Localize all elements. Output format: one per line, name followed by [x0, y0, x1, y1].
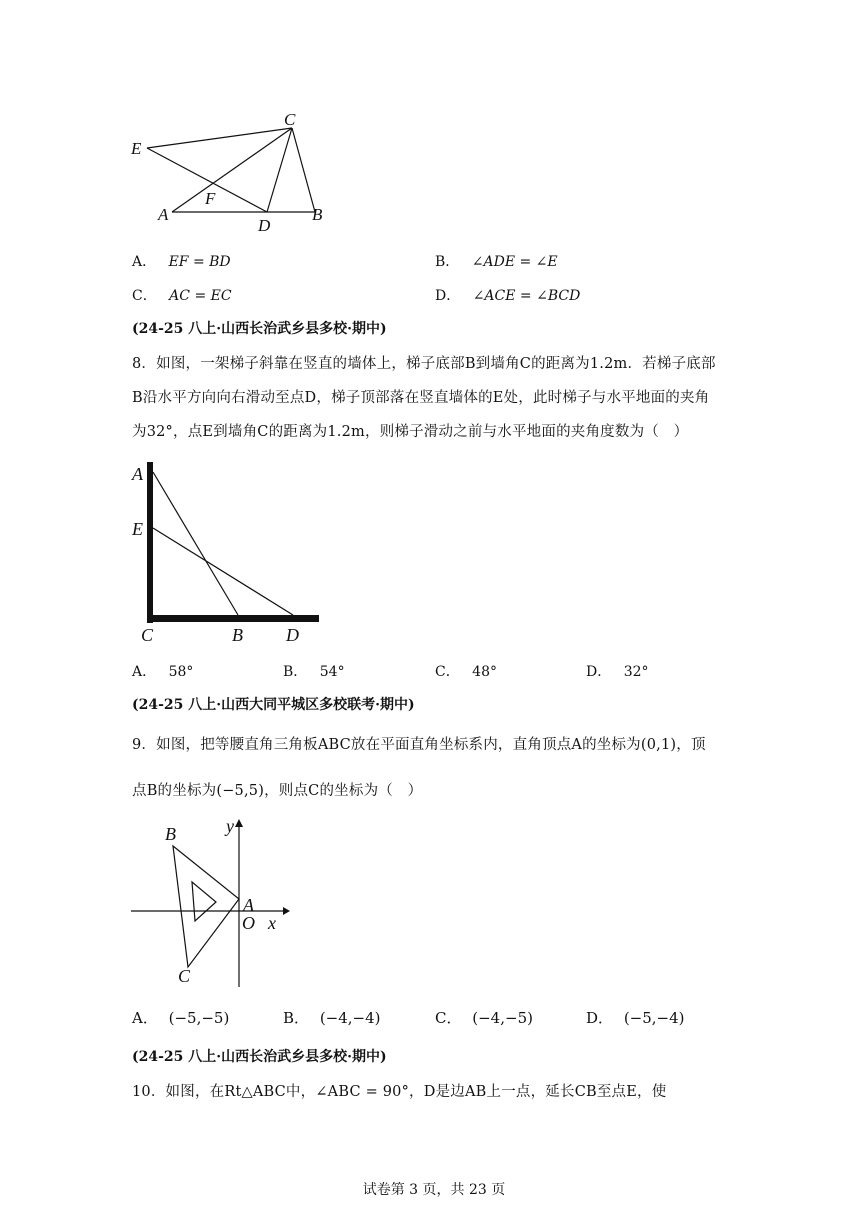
q8-option-d-letter: D． — [586, 664, 612, 680]
q9-option-a-letter: A． — [132, 1009, 158, 1027]
q9-label-a: A — [243, 895, 254, 915]
q7-option-a-letter: A． — [132, 254, 157, 270]
q7-option-b-text: ∠ADE = ∠E — [471, 254, 558, 270]
q9-figure — [125, 815, 290, 990]
q8-figure — [125, 455, 335, 650]
q7-option-c[interactable] — [132, 285, 232, 305]
q9-option-c-letter: C． — [435, 1009, 462, 1027]
q9-label-b: B — [165, 824, 176, 844]
q8-option-a-letter: A． — [132, 664, 157, 680]
q9-option-c-text: (−4,−5) — [472, 1009, 533, 1027]
q9-option-d[interactable] — [586, 1007, 685, 1028]
q8-option-c[interactable] — [435, 661, 497, 681]
q8-stem-line1: 8．如图，一架梯子斜靠在竖直的墙体上，梯子底部B到墙角C的距离为1.2m．若梯子底部 — [132, 356, 716, 372]
q8-label-b: B — [232, 625, 243, 645]
page-footer: 试卷第 3 页，共 23 页 — [362, 1182, 506, 1198]
q8-stem-line2: B沿水平方向向右滑动至点D，梯子顶部落在竖直墙体的E处，此时梯子与水平地面的夹角 — [132, 390, 710, 406]
q8-label-d: D — [286, 625, 299, 645]
q8-option-b-text: 54° — [319, 664, 345, 680]
q9-stem-line2: 点B的坐标为(−5,5)，则点C的坐标为（ ） — [132, 783, 423, 799]
q10-stem-line1: 10．如图，在Rt△ABC中，∠ABC = 90°，D是边AB上一点，延长CB至点E，使 — [132, 1084, 667, 1100]
q7-option-c-text: AC = EC — [169, 288, 232, 304]
q9-label-o: O — [242, 913, 255, 933]
q9-option-d-letter: D． — [586, 1009, 614, 1027]
q8-label-e: E — [132, 519, 143, 539]
q9-option-a[interactable] — [132, 1007, 229, 1028]
q8-label-a: A — [132, 464, 143, 484]
q7-option-d-text: ∠ACE = ∠BCD — [472, 288, 581, 304]
q7-option-b[interactable] — [435, 251, 558, 271]
q8-stem-line3: 为32°，点E到墙角C的距离为1.2m，则梯子滑动之前与水平地面的夹角度数为（ ） — [132, 424, 689, 440]
q7-label-b: B — [312, 205, 323, 224]
q7-label-c: C — [284, 110, 296, 129]
q9-option-b-letter: B． — [283, 1009, 310, 1027]
q7-option-d[interactable] — [435, 285, 580, 305]
q7-option-c-letter: C． — [132, 288, 157, 304]
q8-source: (24-25 八上·山西长治武乡县多校·期中) — [132, 321, 387, 337]
q7-label-d: D — [258, 216, 271, 235]
q7-option-b-letter: B． — [435, 254, 460, 270]
q9-option-b-text: (−4,−4) — [319, 1009, 381, 1027]
q7-figure — [125, 105, 340, 235]
q8-label-c: C — [141, 625, 154, 645]
q7-label-a: A — [158, 205, 169, 224]
q8-option-d[interactable] — [586, 661, 649, 681]
q10-source: (24-25 八上·山西长治武乡县多校·期中) — [132, 1049, 387, 1065]
q9-source: (24-25 八上·山西大同平城区多校联考·期中) — [132, 697, 415, 713]
q8-option-d-text: 32° — [623, 664, 649, 680]
q7-option-a-text: EF = BD — [168, 254, 231, 270]
q7-option-a[interactable] — [132, 251, 231, 271]
q9-label-y: y — [226, 816, 234, 836]
q8-option-c-text: 48° — [472, 664, 497, 680]
q8-option-b-letter: B． — [283, 664, 308, 680]
q8-option-c-letter: C． — [435, 664, 460, 680]
q9-option-a-text: (−5,−5) — [168, 1009, 230, 1027]
q7-option-d-letter: D． — [435, 288, 461, 304]
q9-label-x: x — [268, 913, 276, 933]
q8-option-b[interactable] — [283, 661, 345, 681]
q7-label-f: F — [205, 189, 216, 208]
q9-label-c: C — [178, 966, 191, 986]
q8-option-a-text: 58° — [168, 664, 194, 680]
q9-option-b[interactable] — [283, 1007, 381, 1028]
q9-option-d-text: (−5,−4) — [623, 1009, 685, 1027]
q9-stem-line1: 9．如图，把等腰直角三角板ABC放在平面直角坐标系内，直角顶点A的坐标为(0,1)，顶 — [132, 737, 706, 753]
q8-option-a[interactable] — [132, 661, 193, 681]
q9-option-c[interactable] — [435, 1007, 533, 1028]
q7-label-e: E — [131, 139, 142, 158]
